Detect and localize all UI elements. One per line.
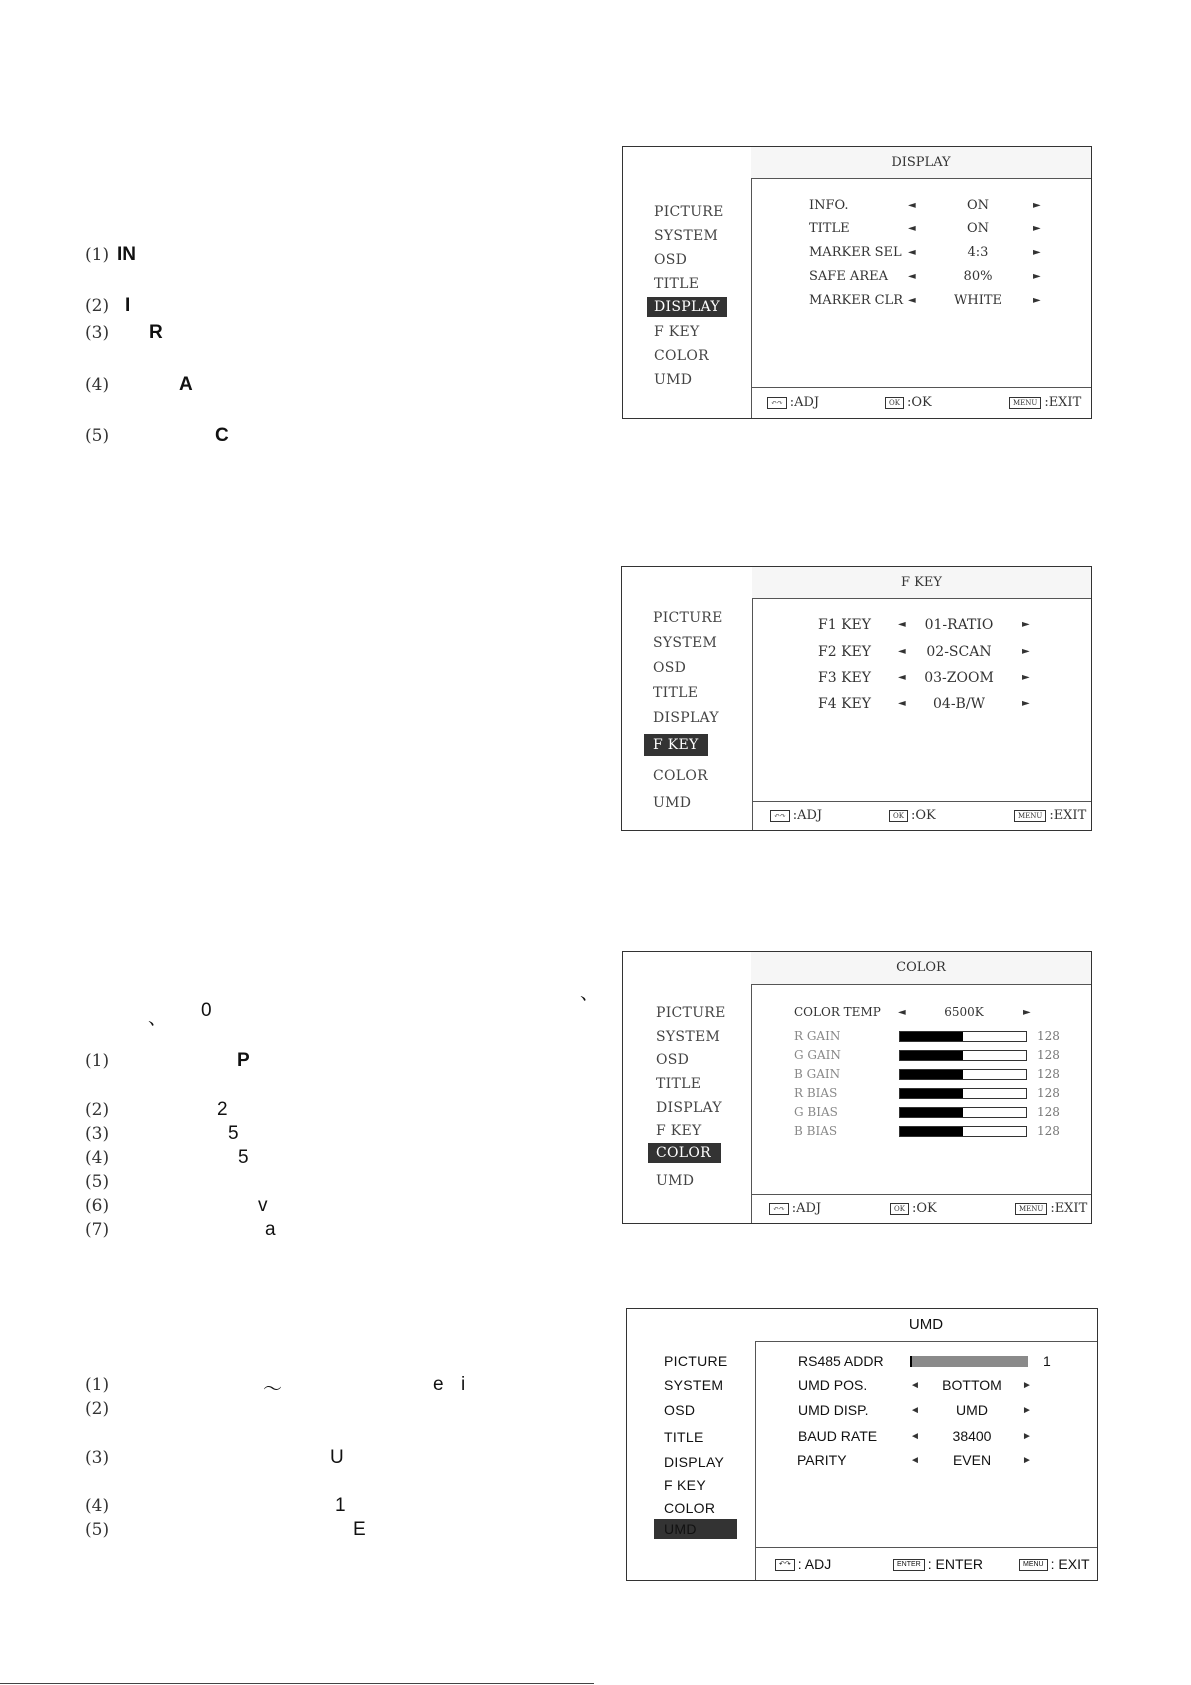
- menu-item-fkey[interactable]: F KEY: [654, 324, 700, 340]
- exit-hint: [1014, 808, 1086, 823]
- menu-item-title[interactable]: TITLE: [664, 1429, 704, 1445]
- list-item: [85, 1099, 228, 1120]
- adjust-knob-icon: ↶↷: [767, 397, 787, 409]
- menu-item-title[interactable]: TITLE: [654, 276, 700, 292]
- item-text: ～: [263, 1379, 283, 1400]
- slider-fill: [900, 1051, 963, 1060]
- setting-label: MARKER CLR: [809, 293, 903, 308]
- adjust-knob-icon: ↶↷: [770, 810, 790, 822]
- menu-item-picture[interactable]: PICTURE: [653, 610, 723, 626]
- right-arrow-icon[interactable]: ►: [1033, 271, 1041, 282]
- menu-item-color[interactable]: COLOR: [653, 768, 709, 784]
- setting-label: F4 KEY: [818, 696, 871, 712]
- item-number: (2): [85, 296, 110, 316]
- item-number: (1): [85, 1375, 110, 1395]
- setting-value: 6500K: [944, 1005, 984, 1019]
- ok-hint: [890, 1201, 937, 1216]
- ok-key-icon: OK: [890, 1203, 909, 1215]
- setting-label: F1 KEY: [818, 617, 871, 633]
- osd-sidebar: [623, 147, 752, 418]
- right-arrow-icon[interactable]: ►: [1033, 247, 1041, 258]
- gain-slider[interactable]: [899, 1050, 1027, 1061]
- menu-key-icon: MENU: [1009, 397, 1041, 409]
- gain-label: G GAIN: [794, 1048, 841, 1062]
- list-item: [85, 1398, 109, 1419]
- menu-item-fkey-selected[interactable]: F KEY: [644, 734, 708, 756]
- item-number: (5): [85, 1172, 110, 1192]
- item-text: E: [353, 1519, 366, 1540]
- list-item: [85, 1219, 276, 1240]
- item-text: R: [149, 322, 163, 343]
- item-text: a: [265, 1219, 276, 1240]
- menu-item-picture[interactable]: PICTURE: [654, 204, 724, 220]
- osd-footer: [752, 801, 1091, 830]
- right-arrow-icon[interactable]: ►: [1022, 619, 1030, 630]
- ok-key-icon: OK: [889, 810, 908, 822]
- slider-fill: [910, 1356, 912, 1367]
- slider-fill: [900, 1032, 963, 1041]
- right-arrow-icon[interactable]: ►: [1023, 1007, 1031, 1018]
- item-number: (6): [85, 1196, 110, 1216]
- page-footer-rule: [0, 1683, 594, 1684]
- item-text: P: [237, 1050, 250, 1071]
- left-arrow-icon[interactable]: ◄: [908, 223, 916, 234]
- list-item: [85, 1447, 344, 1468]
- item-number: (4): [85, 375, 110, 395]
- menu-item-osd[interactable]: OSD: [664, 1402, 696, 1418]
- gain-value: 128: [1037, 1048, 1060, 1062]
- item-text: 1: [335, 1495, 346, 1516]
- right-arrow-icon[interactable]: ►: [1022, 1431, 1032, 1442]
- item-text: U: [330, 1447, 344, 1468]
- adjust-hint: [770, 808, 822, 823]
- setting-value: BOTTOM: [942, 1377, 1002, 1393]
- setting-value: UMD: [956, 1402, 988, 1418]
- hint-label: :OK: [911, 1201, 937, 1216]
- hint-label: :EXIT: [1049, 808, 1087, 823]
- menu-item-display[interactable]: DISPLAY: [653, 710, 719, 726]
- setting-value: 03-ZOOM: [924, 670, 994, 686]
- punctuation-mark: 、: [148, 1008, 168, 1029]
- setting-value: 02-SCAN: [926, 644, 992, 660]
- item-text: v: [258, 1195, 268, 1216]
- item-number: (4): [85, 1148, 110, 1168]
- menu-item-title[interactable]: TITLE: [653, 685, 699, 701]
- left-arrow-icon[interactable]: ◄: [910, 1431, 920, 1442]
- item-number: (5): [85, 426, 110, 446]
- menu-item-fkey[interactable]: F KEY: [664, 1477, 706, 1493]
- adjust-knob-icon: ↶↷: [769, 1203, 789, 1215]
- left-arrow-icon[interactable]: ◄: [910, 1455, 920, 1466]
- setting-label: UMD POS.: [798, 1377, 868, 1393]
- item-text: 2: [217, 1099, 228, 1120]
- gain-label: B GAIN: [794, 1067, 841, 1081]
- setting-label: PARITY: [797, 1452, 847, 1468]
- menu-item-umd-selected[interactable]: UMD: [654, 1519, 737, 1539]
- adjust-knob-icon: ↶↷: [775, 1559, 795, 1571]
- setting-value: 01-RATIO: [924, 617, 994, 633]
- item-number: (2): [85, 1399, 110, 1419]
- setting-value: 04-B/W: [933, 696, 985, 712]
- slider-fill: [900, 1089, 963, 1098]
- display-osd-screen: [622, 146, 1092, 419]
- osd-sidebar: [623, 952, 752, 1223]
- menu-item-color[interactable]: COLOR: [664, 1500, 716, 1516]
- gain-value: 128: [1037, 1086, 1060, 1100]
- menu-item-color-selected[interactable]: COLOR: [648, 1143, 721, 1163]
- setting-label: TITLE: [809, 221, 850, 236]
- osd-header: DISPLAY: [751, 147, 1091, 179]
- right-arrow-icon[interactable]: ►: [1033, 223, 1041, 234]
- exit-hint: [1019, 1556, 1090, 1572]
- gain-value: 128: [1037, 1124, 1060, 1138]
- left-arrow-icon[interactable]: ◄: [898, 1007, 906, 1018]
- menu-key-icon: MENU: [1019, 1559, 1048, 1571]
- setting-label: MARKER SEL: [809, 245, 902, 260]
- setting-value: ON: [966, 221, 990, 236]
- setting-value: 4:3: [967, 245, 989, 260]
- setting-label: F2 KEY: [818, 644, 871, 660]
- osd-header: COLOR: [751, 952, 1091, 985]
- hint-label: : ENTER: [927, 1556, 983, 1572]
- setting-value: 80%: [963, 269, 993, 284]
- right-arrow-icon[interactable]: ►: [1022, 698, 1030, 709]
- ok-hint: [889, 808, 936, 823]
- menu-item-umd[interactable]: UMD: [654, 372, 693, 388]
- list-item: [85, 1171, 109, 1192]
- gain-slider[interactable]: [899, 1107, 1027, 1118]
- setting-value: 38400: [952, 1428, 992, 1444]
- menu-item-system[interactable]: SYSTEM: [653, 635, 718, 651]
- umd-osd-screen: [626, 1308, 1098, 1581]
- menu-key-icon: MENU: [1014, 810, 1046, 822]
- item-number: (7): [85, 1220, 110, 1240]
- slider-fill: [900, 1127, 963, 1136]
- item-text: 5: [238, 1147, 249, 1168]
- hint-label: :EXIT: [1050, 1201, 1088, 1216]
- setting-value: 1: [1043, 1353, 1051, 1369]
- punctuation-mark: 、: [580, 983, 600, 1004]
- item-text: A: [179, 374, 193, 395]
- list-item: [85, 1374, 466, 1400]
- gain-value: 128: [1037, 1029, 1060, 1043]
- setting-label: UMD DISP.: [798, 1402, 869, 1418]
- setting-label: INFO.: [809, 198, 849, 213]
- item-number: (2): [85, 1100, 110, 1120]
- adjust-hint: [775, 1556, 831, 1572]
- hint-label: : EXIT: [1050, 1556, 1090, 1572]
- gain-value: 128: [1037, 1067, 1060, 1081]
- right-arrow-icon[interactable]: ►: [1022, 672, 1030, 683]
- menu-item-display-selected[interactable]: DISPLAY: [647, 297, 727, 317]
- menu-item-system[interactable]: SYSTEM: [654, 228, 719, 244]
- item-number: (1): [85, 245, 110, 265]
- osd-sidebar: [622, 567, 753, 830]
- rs485-address-slider[interactable]: [910, 1356, 1028, 1367]
- left-arrow-icon[interactable]: ◄: [910, 1405, 920, 1416]
- setting-value: WHITE: [954, 293, 1002, 308]
- right-arrow-icon[interactable]: ►: [1022, 1380, 1032, 1391]
- setting-label: F3 KEY: [818, 670, 871, 686]
- item-text: e: [433, 1374, 444, 1395]
- list-item: [85, 1123, 239, 1144]
- color-osd-screen: [622, 951, 1092, 1224]
- right-arrow-icon[interactable]: ►: [1033, 200, 1041, 211]
- setting-label: COLOR TEMP: [794, 1005, 881, 1019]
- menu-key-icon: MENU: [1015, 1203, 1047, 1215]
- exit-hint: [1015, 1201, 1087, 1216]
- gain-label: R GAIN: [794, 1029, 841, 1043]
- gain-slider[interactable]: [899, 1069, 1027, 1080]
- menu-item-fkey[interactable]: F KEY: [656, 1123, 702, 1139]
- osd-header: UMD: [755, 1309, 1097, 1342]
- left-arrow-icon[interactable]: ◄: [908, 271, 916, 282]
- adjust-hint: [769, 1201, 821, 1216]
- osd-footer: [755, 1547, 1097, 1580]
- item-number: (3): [85, 323, 110, 343]
- left-arrow-icon[interactable]: ◄: [898, 646, 906, 657]
- list-item: [85, 1050, 250, 1071]
- left-arrow-icon[interactable]: ◄: [908, 247, 916, 258]
- setting-label: SAFE AREA: [809, 269, 888, 284]
- slider-fill: [900, 1108, 963, 1117]
- menu-item-osd[interactable]: OSD: [653, 660, 687, 676]
- left-arrow-icon[interactable]: ◄: [898, 672, 906, 683]
- list-item: [85, 1519, 366, 1540]
- gain-label: R BIAS: [794, 1086, 838, 1100]
- item-number: (3): [85, 1124, 110, 1144]
- left-arrow-icon[interactable]: ◄: [898, 698, 906, 709]
- list-item: [85, 374, 193, 395]
- hint-label: :OK: [906, 395, 932, 410]
- item-number: (5): [85, 1520, 110, 1540]
- hint-label: :OK: [910, 808, 936, 823]
- text-fragment: 0: [201, 1000, 212, 1021]
- osd-footer: [751, 1194, 1091, 1223]
- list-item: [85, 244, 136, 265]
- hint-label: :ADJ: [791, 1201, 822, 1216]
- menu-item-color[interactable]: COLOR: [654, 348, 710, 364]
- menu-item-umd[interactable]: UMD: [653, 795, 692, 811]
- setting-value: ON: [966, 198, 990, 213]
- item-text: i: [461, 1374, 466, 1395]
- left-arrow-icon[interactable]: ◄: [910, 1380, 920, 1391]
- right-arrow-icon[interactable]: ►: [1033, 295, 1041, 306]
- gain-label: B BIAS: [794, 1124, 838, 1138]
- menu-item-umd[interactable]: UMD: [656, 1173, 695, 1189]
- left-arrow-icon[interactable]: ◄: [898, 619, 906, 630]
- item-text: IN: [117, 244, 136, 265]
- menu-item-osd[interactable]: OSD: [656, 1052, 690, 1068]
- menu-item-system[interactable]: SYSTEM: [664, 1377, 724, 1393]
- menu-item-picture[interactable]: PICTURE: [656, 1005, 726, 1021]
- item-number: (3): [85, 1448, 110, 1468]
- item-number: (4): [85, 1496, 110, 1516]
- gain-value: 128: [1037, 1105, 1060, 1119]
- gain-slider[interactable]: [899, 1031, 1027, 1042]
- item-text: 5: [228, 1123, 239, 1144]
- menu-item-display[interactable]: DISPLAY: [664, 1454, 725, 1470]
- setting-label: RS485 ADDR: [798, 1353, 884, 1369]
- setting-label: BAUD RATE: [798, 1428, 878, 1444]
- ok-hint: [885, 395, 932, 410]
- setting-value: EVEN: [952, 1452, 992, 1468]
- osd-footer: [751, 387, 1091, 418]
- slider-fill: [900, 1070, 963, 1079]
- ok-key-icon: OK: [885, 397, 904, 409]
- menu-item-osd[interactable]: OSD: [654, 252, 688, 268]
- osd-sidebar: [627, 1309, 756, 1580]
- left-arrow-icon[interactable]: ◄: [908, 200, 916, 211]
- right-arrow-icon[interactable]: ►: [1022, 1455, 1032, 1466]
- item-text: C: [215, 425, 229, 446]
- list-item: [85, 1195, 268, 1216]
- hint-label: : ADJ: [797, 1556, 832, 1572]
- list-item: [85, 425, 229, 446]
- right-arrow-icon[interactable]: ►: [1022, 646, 1030, 657]
- osd-header: F KEY: [752, 567, 1091, 599]
- gain-label: G BIAS: [794, 1105, 838, 1119]
- menu-item-system[interactable]: SYSTEM: [656, 1029, 721, 1045]
- enter-hint: [893, 1556, 983, 1572]
- item-text: I: [125, 295, 131, 316]
- enter-key-icon: ENTER: [893, 1559, 925, 1571]
- adjust-hint: [767, 395, 819, 410]
- gain-slider[interactable]: [899, 1088, 1027, 1099]
- list-item: [85, 1495, 346, 1516]
- right-arrow-icon[interactable]: ►: [1022, 1405, 1032, 1416]
- menu-item-display[interactable]: DISPLAY: [656, 1100, 722, 1116]
- gain-slider[interactable]: [899, 1126, 1027, 1137]
- list-item: [85, 322, 163, 343]
- menu-item-title[interactable]: TITLE: [656, 1076, 702, 1092]
- left-arrow-icon[interactable]: ◄: [908, 295, 916, 306]
- item-number: (1): [85, 1051, 110, 1071]
- hint-label: :ADJ: [789, 395, 820, 410]
- menu-item-picture[interactable]: PICTURE: [664, 1353, 728, 1369]
- hint-label: :EXIT: [1044, 395, 1082, 410]
- exit-hint: [1009, 395, 1081, 410]
- list-item: [85, 295, 131, 316]
- hint-label: :ADJ: [792, 808, 823, 823]
- list-item: [85, 1147, 249, 1168]
- fkey-osd-screen: [621, 566, 1092, 831]
